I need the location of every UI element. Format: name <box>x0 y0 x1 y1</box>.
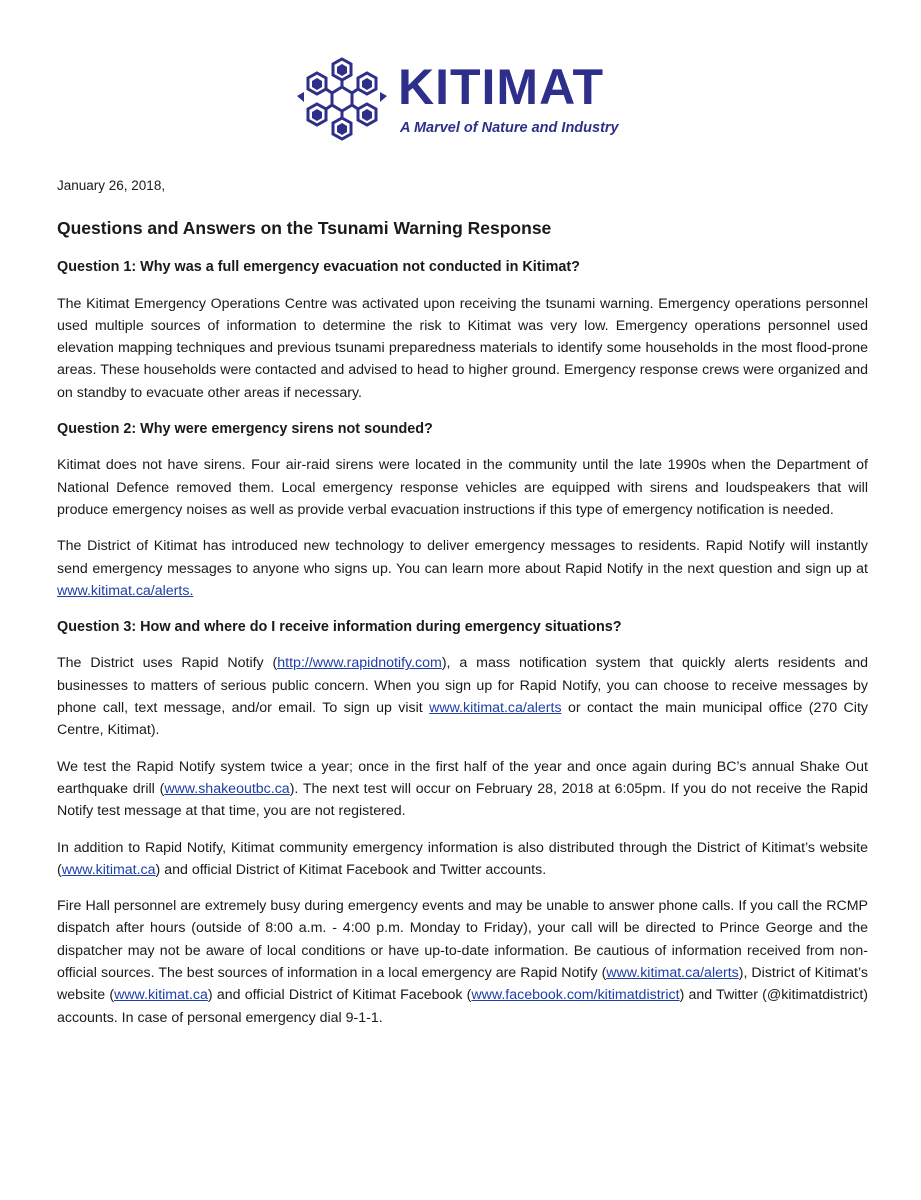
answer-1: The Kitimat Emergency Operations Centre was activated upon receiving the tsunami warning. Emergency operations personnel used multiple sources of information to determine the risk to Kitimat was very low. Emergency operations personnel used elevation mapping techniques and previous tsunami preparedness materials to identify some households in the most flood-prone areas. These households were contacted and advised to head to higher ground. Emergency response crews were organized and on standby to evacuate other areas if necessary. <box>57 295 868 401</box>
shakeout-link[interactable]: www.shakeoutbc.ca <box>164 780 290 797</box>
text-segment: The District of Kitimat has introduced new technology to deliver emergency messages to residents. Rapid Notify will instantly send emergency messages to anyone who signs up. You can learn more about Rapid Notify in the next question and sign up at <box>57 538 868 577</box>
text-segment: ). The next test will occur on February 28, 2018 at 6:05pm. If you do not receive the Rapid Notify test message at that time, you are not registered. <box>57 780 868 820</box>
answer-2-paragraph-2 <box>57 535 868 602</box>
alerts-link[interactable]: www.kitimat.ca/alerts <box>429 700 562 717</box>
facebook-link[interactable]: www.facebook.com/kitimatdistrict <box>471 987 680 1004</box>
text-segment: The District uses Rapid Notify ( <box>57 655 278 672</box>
alerts-link[interactable]: www.kitimat.ca/alerts. <box>57 582 194 599</box>
text-segment: ) and official District of Kitimat Facebook and Twitter accounts. <box>155 861 547 878</box>
document-body <box>57 175 868 1043</box>
rapidnotify-link[interactable]: http://www.rapidnotify.com <box>277 655 442 672</box>
document-title: Questions and Answers on the Tsunami Warning Response <box>57 218 552 239</box>
question-3: Question 3: How and where do I receive information during emergency situations? <box>57 619 622 636</box>
answer-2-paragraph-1: Kitimat does not have sirens. Four air-raid sirens were located in the community until the late 1990s when the Department of National Defence removed them. Local emergency response vehicles are equipped with sirens and loudspeakers that will produce emergency noises as well as provide verbal evacuation instructions if this type of emergency notification is needed. <box>57 457 868 518</box>
kitimat-website-link[interactable]: www.kitimat.ca <box>61 861 156 878</box>
logo-tagline: A Marvel of Nature and Industry <box>400 120 619 136</box>
text-segment: ) and official District of Kitimat Facebook ( <box>207 987 472 1004</box>
logo-wordmark: KITIMAT <box>398 59 605 115</box>
text-segment: ), a mass notification system that quickly alerts residents and businesses to matters of serious public concern. When you sign up for Rapid Notify, you can choose to receive messages by phone call, text message, and/or email. To sign up visit <box>57 655 869 717</box>
text-segment: or contact the main municipal office (270 City Centre, Kitimat). <box>57 700 868 739</box>
text-segment: ) and Twitter (@kitimatdistrict) accounts. In case of personal emergency dial 9-1-1. <box>57 987 868 1026</box>
answer-3-paragraph-4 <box>57 895 868 1029</box>
text-segment: We test the Rapid Notify system twice a year; once in the first half of the year and once again during BC’s annual Shake Out earthquake drill ( <box>57 758 868 797</box>
text-segment: ), District of Kitimat’s website ( <box>57 965 868 1004</box>
question-1: Question 1: Why was a full emergency evacuation not conducted in Kitimat? <box>57 259 580 276</box>
alerts-link[interactable]: www.kitimat.ca/alerts <box>606 965 739 982</box>
kitimat-website-link[interactable]: www.kitimat.ca <box>114 987 208 1004</box>
snowflake-icon <box>294 56 390 146</box>
text-segment: Fire Hall personnel are extremely busy during emergency events and may be unable to answer phone calls. If you call the RCMP dispatch after hours (outside of 8:00 a.m. - 4:00 p.m. Monday to Friday), your call will be directed to Prince George and the dispatcher may not be aware of local conditions or have up-to-date information. Be cautious of information received from non-official sources. The best sources of information in a local emergency are Rapid Notify ( <box>57 898 868 982</box>
kitimat-logo <box>294 56 624 146</box>
document-date: January 26, 2018, <box>57 178 166 193</box>
question-2: Question 2: Why were emergency sirens not sounded? <box>57 421 433 438</box>
answer-3-paragraph-3 <box>57 837 868 882</box>
answer-3-paragraph-2 <box>57 756 868 823</box>
answer-3-paragraph-1 <box>57 652 868 741</box>
text-segment: In addition to Rapid Notify, Kitimat community emergency information is also distributed through the District of Kitimat’s website ( <box>57 839 868 878</box>
